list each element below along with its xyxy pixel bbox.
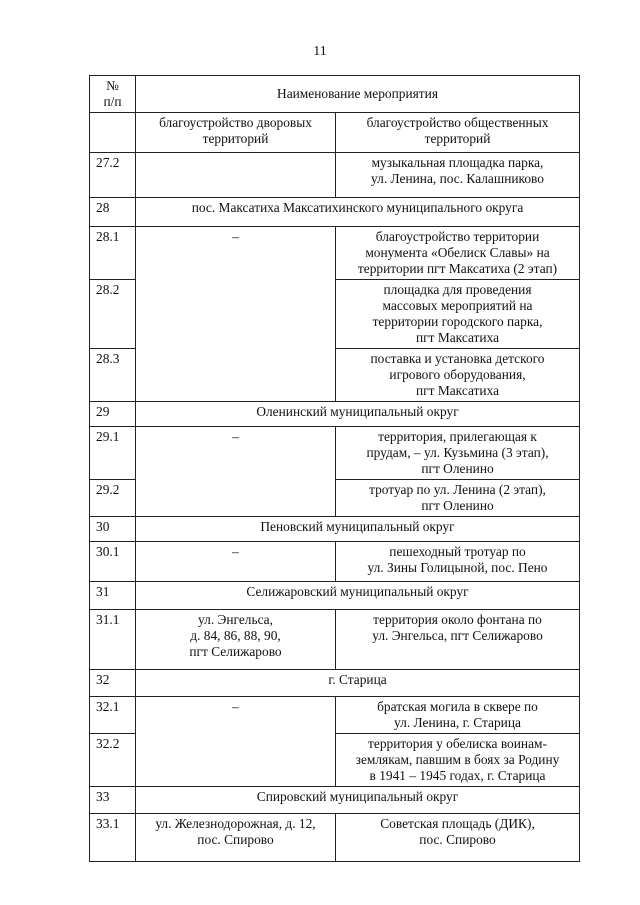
row-yard: – bbox=[136, 697, 336, 787]
row-public: территория, прилегающая к прудам, – ул. Кузьмина (3 этап), пгт Оленино bbox=[336, 427, 580, 480]
page-number: 11 bbox=[313, 44, 327, 59]
group-number: 30 bbox=[90, 517, 136, 542]
table-row bbox=[90, 227, 580, 280]
row-number: 29.2 bbox=[90, 480, 136, 517]
row-number: 31.1 bbox=[90, 610, 136, 670]
table-row bbox=[90, 427, 580, 480]
group-title: Пеновский муниципальный округ bbox=[136, 517, 580, 542]
group-row bbox=[90, 670, 580, 697]
events-table bbox=[89, 75, 580, 862]
group-number: 29 bbox=[90, 402, 136, 427]
header-num: № п/п bbox=[90, 76, 136, 113]
row-number: 30.1 bbox=[90, 542, 136, 582]
group-row bbox=[90, 198, 580, 227]
table-row bbox=[90, 814, 580, 862]
group-row bbox=[90, 582, 580, 610]
row-number: 28.1 bbox=[90, 227, 136, 280]
group-number: 31 bbox=[90, 582, 136, 610]
group-title: Селижаровский муниципальный округ bbox=[136, 582, 580, 610]
group-number: 32 bbox=[90, 670, 136, 697]
group-row bbox=[90, 787, 580, 814]
row-public: пешеходный тротуар по ул. Зины Голицыной, пос. Пено bbox=[336, 542, 580, 582]
group-number: 28 bbox=[90, 198, 136, 227]
row-public: территория около фонтана по ул. Энгельса, пгт Селижарово bbox=[336, 610, 580, 670]
group-row bbox=[90, 402, 580, 427]
row-number: 27.2 bbox=[90, 153, 136, 198]
table-row bbox=[90, 153, 580, 198]
row-public: поставка и установка детского игрового оборудования, пгт Максатиха bbox=[336, 349, 580, 402]
header-public: благоустройство общественных территорий bbox=[336, 113, 580, 153]
group-number: 33 bbox=[90, 787, 136, 814]
row-number: 32.1 bbox=[90, 697, 136, 734]
row-number: 28.3 bbox=[90, 349, 136, 402]
row-public: тротуар по ул. Ленина (2 этап), пгт Оленино bbox=[336, 480, 580, 517]
row-number: 33.1 bbox=[90, 814, 136, 862]
header-title: Наименование мероприятия bbox=[136, 76, 580, 113]
header-yard: благоустройство дворовых территорий bbox=[136, 113, 336, 153]
row-yard: – bbox=[136, 227, 336, 402]
row-yard: ул. Железнодорожная, д. 12, пос. Спирово bbox=[136, 814, 336, 862]
header-row bbox=[90, 76, 580, 113]
table-row bbox=[90, 610, 580, 670]
group-title: пос. Максатиха Максатихинского муниципального округа bbox=[136, 198, 580, 227]
table-row bbox=[90, 697, 580, 734]
row-public: благоустройство территории монумента «Обелиск Славы» на территории пгт Максатиха (2 этап) bbox=[336, 227, 580, 280]
row-yard: ул. Энгельса, д. 84, 86, 88, 90, пгт Селижарово bbox=[136, 610, 336, 670]
group-title: Спировский муниципальный округ bbox=[136, 787, 580, 814]
row-public: братская могила в сквере по ул. Ленина, г. Старица bbox=[336, 697, 580, 734]
table-row bbox=[90, 542, 580, 582]
row-number: 29.1 bbox=[90, 427, 136, 480]
subheader-empty bbox=[90, 113, 136, 153]
group-title: Оленинский муниципальный округ bbox=[136, 402, 580, 427]
row-yard bbox=[136, 153, 336, 198]
row-yard: – bbox=[136, 542, 336, 582]
group-title: г. Старица bbox=[136, 670, 580, 697]
subheader-row bbox=[90, 113, 580, 153]
row-number: 32.2 bbox=[90, 734, 136, 787]
row-public: Советская площадь (ДИК), пос. Спирово bbox=[336, 814, 580, 862]
row-public: территория у обелиска воинам- землякам, павшим в боях за Родину в 1941 – 1945 годах, г. Старица bbox=[336, 734, 580, 787]
row-yard: – bbox=[136, 427, 336, 517]
row-public: музыкальная площадка парка, ул. Ленина, пос. Калашниково bbox=[336, 153, 580, 198]
group-row bbox=[90, 517, 580, 542]
row-public: площадка для проведения массовых мероприятий на территории городского парка, пгт Максатиха bbox=[336, 280, 580, 349]
row-number: 28.2 bbox=[90, 280, 136, 349]
